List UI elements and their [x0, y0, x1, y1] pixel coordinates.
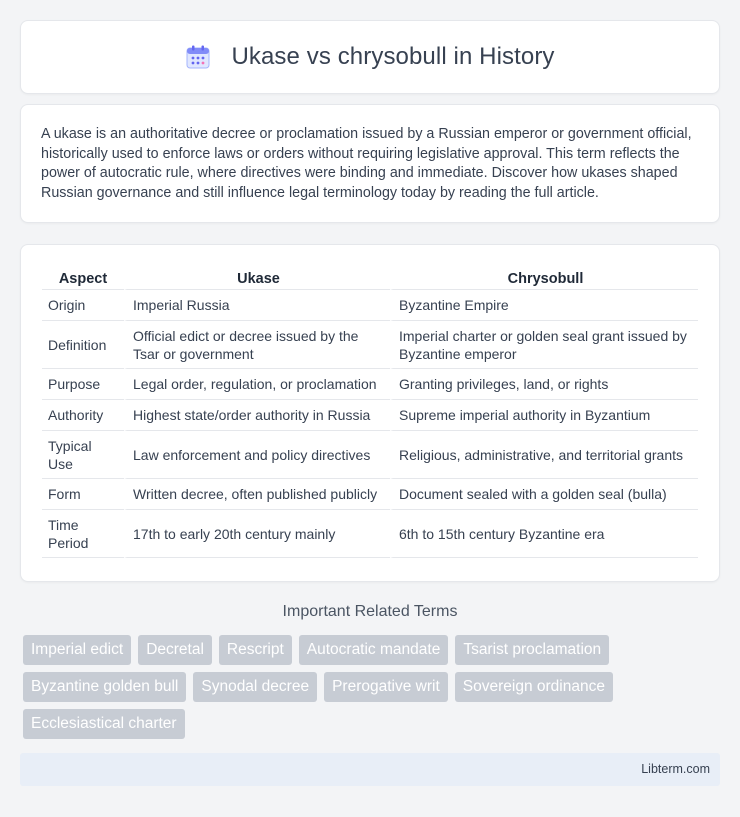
related-term-tag[interactable]: Tsarist proclamation	[455, 635, 609, 665]
header-ukase: Ukase	[124, 265, 390, 290]
intro-card	[20, 104, 720, 223]
row-chrysobull: Supreme imperial authority in Byzantium	[390, 400, 698, 431]
table-row	[42, 290, 698, 321]
row-ukase: Official edict or decree issued by the Tsar or government	[124, 321, 390, 369]
row-aspect: Origin	[42, 290, 124, 321]
header-aspect: Aspect	[42, 265, 124, 290]
row-chrysobull: Granting privileges, land, or rights	[390, 369, 698, 400]
row-aspect: Form	[42, 479, 124, 510]
intro-text: A ukase is an authoritative decree or proclamation issued by a Russian emperor or government official, historically used to enforce laws or orders without requiring legislative approval. This term reflects the power of autocratic rule, where directives were binding and immediate. Discover how ukases shaped Russian governance and still influence legal terminology today by reading the full article.	[41, 126, 692, 201]
row-aspect: Purpose	[42, 369, 124, 400]
table-header-row	[42, 265, 698, 290]
row-ukase: Imperial Russia	[124, 290, 390, 321]
related-terms-list	[23, 635, 723, 746]
row-aspect: Authority	[42, 400, 124, 431]
row-chrysobull: 6th to 15th century Byzantine era	[390, 510, 698, 558]
related-term-tag[interactable]: Sovereign ordinance	[455, 672, 613, 702]
header-chrysobull: Chrysobull	[390, 265, 698, 290]
related-terms-title: Important Related Terms	[282, 603, 458, 620]
row-aspect: Definition	[42, 321, 124, 369]
calendar-icon	[185, 44, 211, 70]
related-term-tag[interactable]: Byzantine golden bull	[23, 672, 186, 702]
row-ukase: Written decree, often published publicly	[124, 479, 390, 510]
row-aspect: Typical Use	[42, 431, 124, 479]
related-term-tag[interactable]: Autocratic mandate	[299, 635, 449, 665]
row-chrysobull: Religious, administrative, and territorial grants	[390, 431, 698, 479]
table-row	[42, 400, 698, 431]
row-chrysobull: Imperial charter or golden seal grant issued by Byzantine emperor	[390, 321, 698, 369]
table-row	[42, 369, 698, 400]
related-term-tag[interactable]: Prerogative writ	[324, 672, 448, 702]
related-term-tag[interactable]: Ecclesiastical charter	[23, 709, 185, 739]
footer-site-link[interactable]: Libterm.com	[641, 762, 710, 776]
footer	[20, 753, 720, 786]
title-card	[20, 20, 720, 94]
row-ukase: Law enforcement and policy directives	[124, 431, 390, 479]
table-row	[42, 321, 698, 369]
row-ukase: Highest state/order authority in Russia	[124, 400, 390, 431]
comparison-card	[20, 244, 720, 582]
row-ukase: Legal order, regulation, or proclamation	[124, 369, 390, 400]
table-row	[42, 431, 698, 479]
row-chrysobull: Document sealed with a golden seal (bulla)	[390, 479, 698, 510]
related-term-tag[interactable]: Synodal decree	[193, 672, 317, 702]
related-term-tag[interactable]: Imperial edict	[23, 635, 131, 665]
table-row	[42, 510, 698, 558]
row-chrysobull: Byzantine Empire	[390, 290, 698, 321]
row-ukase: 17th to early 20th century mainly	[124, 510, 390, 558]
table-row	[42, 479, 698, 510]
related-term-tag[interactable]: Rescript	[219, 635, 292, 665]
related-term-tag[interactable]: Decretal	[138, 635, 212, 665]
page-title: Ukase vs chrysobull in History	[231, 43, 555, 70]
row-aspect: Time Period	[42, 510, 124, 558]
comparison-table	[42, 265, 698, 558]
